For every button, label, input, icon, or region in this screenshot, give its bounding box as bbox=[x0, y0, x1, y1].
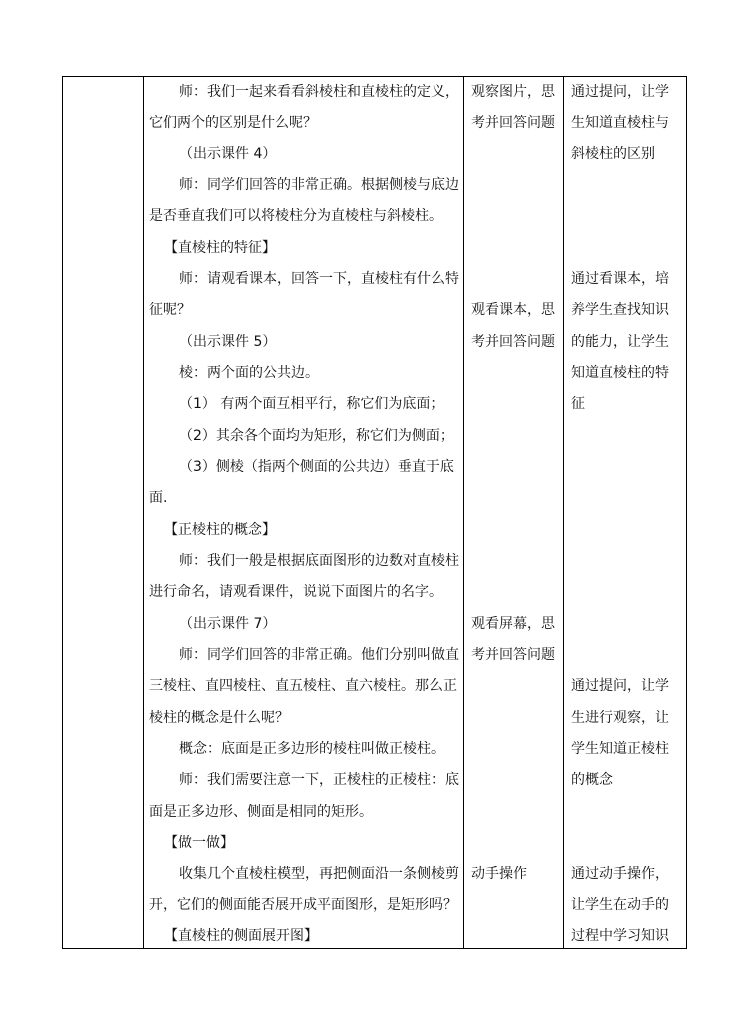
purpose-line: 征 bbox=[571, 396, 585, 412]
student-line: 观察图片，思 bbox=[471, 84, 555, 100]
teacher-line: 面. bbox=[149, 490, 168, 506]
teacher-line: （1） 有两个面互相平行，称它们为底面； bbox=[179, 396, 445, 412]
teacher-line: （出示课件 5） bbox=[179, 334, 277, 350]
student-activity-column bbox=[464, 77, 563, 948]
student-line: 动手操作 bbox=[471, 866, 527, 882]
student-line: 观看课本，思 bbox=[471, 302, 555, 318]
teacher-line: 它们两个的区别是什么呢？ bbox=[149, 115, 317, 131]
teacher-line: 面是正多边形、侧面是相同的矩形。 bbox=[149, 804, 373, 820]
student-line: 考并回答问题 bbox=[471, 647, 555, 663]
teacher-line: 师：我们一般是根据底面图形的边数对直棱柱 bbox=[179, 553, 459, 569]
teacher-line: 师：同学们回答的非常正确。根据侧棱与底边 bbox=[179, 177, 459, 193]
teacher-line: （出示课件 7） bbox=[179, 616, 277, 632]
purpose-line: 斜棱柱的区别 bbox=[571, 146, 655, 162]
teacher-line: 开，它们的侧面能否展开成平面图形，是矩形吗？ bbox=[149, 897, 457, 913]
teacher-line: 师：同学们回答的非常正确。他们分别叫做直 bbox=[179, 647, 459, 663]
teacher-line: （3）侧棱（指两个侧面的公共边）垂直于底 bbox=[179, 459, 454, 475]
purpose-line: 学生知道正棱柱 bbox=[571, 741, 669, 757]
teacher-line: 师：请观看课本，回答一下，直棱柱有什么特 bbox=[179, 271, 459, 287]
section-heading: 【正棱柱的概念】 bbox=[164, 522, 276, 538]
teacher-line: 进行命名，请观看课件，说说下面图片的名字。 bbox=[149, 584, 443, 600]
teacher-line: 三棱柱、直四棱柱、直五棱柱、直六棱柱。那么正 bbox=[149, 678, 457, 694]
purpose-line: 通过看课本，培 bbox=[571, 271, 669, 287]
section-heading: 【直棱柱的侧面展开图】 bbox=[164, 928, 318, 944]
teacher-line: 概念：底面是正多边形的棱柱叫做正棱柱。 bbox=[179, 741, 445, 757]
design-purpose-column bbox=[564, 77, 686, 948]
teacher-line: （2）其余各个面均为矩形，称它们为侧面； bbox=[179, 428, 454, 444]
teacher-line: 棱：两个面的公共边。 bbox=[179, 365, 319, 381]
teacher-line: 收集几个直棱柱模型，再把侧面沿一条侧棱剪 bbox=[179, 866, 459, 882]
student-line: 考并回答问题 bbox=[471, 334, 555, 350]
section-heading: 【做一做】 bbox=[164, 835, 234, 851]
purpose-line: 的概念 bbox=[571, 772, 613, 788]
teacher-line: 征呢？ bbox=[149, 302, 191, 318]
purpose-line: 生进行观察，让 bbox=[571, 710, 669, 726]
lesson-table bbox=[62, 76, 687, 949]
purpose-line: 生知道直棱柱与 bbox=[571, 115, 669, 131]
teacher-line: 棱柱的概念是什么呢？ bbox=[149, 710, 289, 726]
purpose-line: 通过动手操作， bbox=[571, 866, 669, 882]
purpose-line: 让学生在动手的 bbox=[571, 897, 669, 913]
purpose-line: 的能力，让学生 bbox=[571, 334, 669, 350]
student-line: 考并回答问题 bbox=[471, 115, 555, 131]
teacher-line: 师：我们一起来看看斜棱柱和直棱柱的定义， bbox=[179, 84, 459, 100]
teacher-activity-column bbox=[144, 77, 463, 948]
purpose-line: 知道直棱柱的特 bbox=[571, 365, 669, 381]
teacher-line: 师：我们需要注意一下，正棱柱的正棱柱：底 bbox=[179, 772, 459, 788]
teacher-line: （出示课件 4） bbox=[179, 146, 277, 162]
purpose-line: 通过提问，让学 bbox=[571, 84, 669, 100]
purpose-line: 养学生查找知识 bbox=[571, 302, 669, 318]
teacher-line: 是否垂直我们可以将棱柱分为直棱柱与斜棱柱。 bbox=[149, 208, 443, 224]
section-heading: 【直棱柱的特征】 bbox=[164, 240, 276, 256]
stage-column bbox=[63, 77, 143, 948]
student-line: 观看屏幕，思 bbox=[471, 616, 555, 632]
purpose-line: 通过提问，让学 bbox=[571, 678, 669, 694]
purpose-line: 过程中学习知识 bbox=[571, 928, 669, 944]
